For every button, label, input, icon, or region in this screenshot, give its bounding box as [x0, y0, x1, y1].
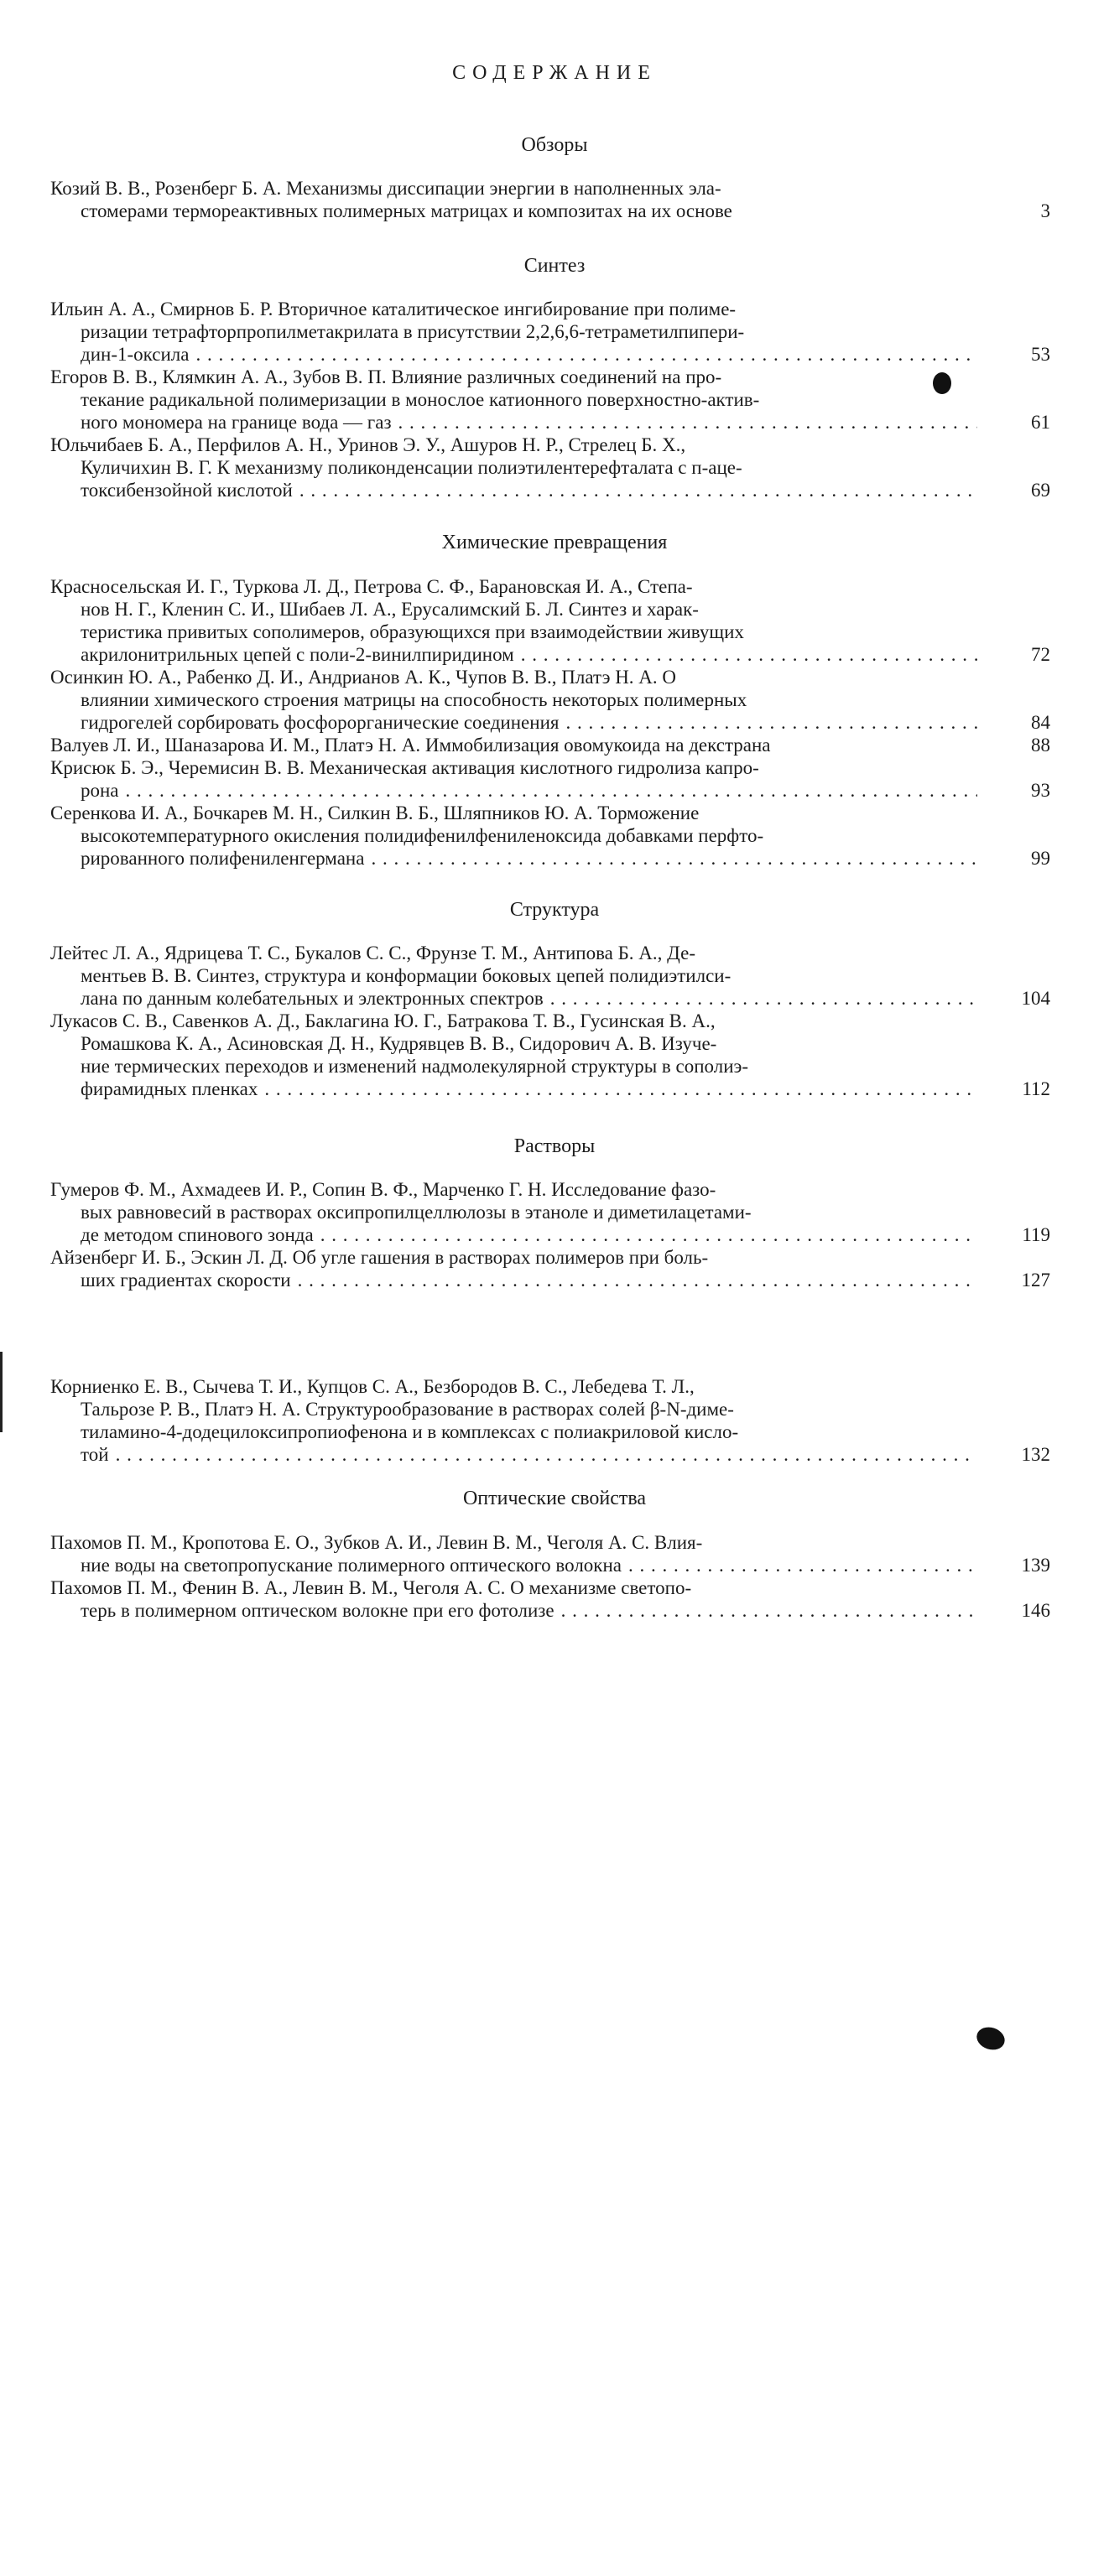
entry-line: Корниенко Е. В., Сычева Т. И., Купцов С. А., Безбородов В. С., Лебедева Т. Л.,	[50, 1376, 695, 1397]
entry-line: Осинкин Ю. А., Рабенко Д. И., Андрианов А. К., Чупов В. В., Платэ Н. А. О	[50, 667, 677, 688]
entry-line: Валуев Л. И., Шаназарова И. М., Платэ Н. А. Иммобилизация овомукоида на декстрана	[50, 735, 771, 756]
entry-line: ментьев В. В. Синтез, структура и конформации боковых цепей полидиэтилси-	[81, 965, 732, 986]
scan-margin-mark	[0, 1352, 3, 1432]
entry-line: ризации тетрафторпропилметакрилата в присутствии 2,2,6,6-тетраметилпипери-	[81, 321, 745, 342]
entry-line: Лейтес Л. А., Ядрицева Т. С., Букалов С. С., Фрунзе Т. М., Антипова Б. А., Де-	[50, 943, 695, 963]
section-header-solutions: Растворы	[513, 1135, 596, 1157]
entry-line: Тальрозе Р. В., Платэ Н. А. Структурообразование в растворах солей β-N-диме-	[81, 1399, 734, 1420]
entry-line: Юльчибаев Б. А., Перфилов А. Н., Уринов Э. У., Ашуров Н. Р., Стрелец Б. Х.,	[50, 434, 686, 455]
page-number: 119	[1022, 1224, 1050, 1245]
page-number: 3	[1040, 200, 1050, 221]
contents-title: СОДЕРЖАНИЕ	[452, 62, 657, 84]
page-number: 127	[1021, 1270, 1050, 1291]
entry-line: той . . .	[81, 1443, 977, 1466]
entry-line: гидрогелей сорбировать фосфорорганические соединения . . .	[81, 711, 977, 734]
page-number: 53	[1031, 344, 1050, 365]
page-number: 139	[1021, 1555, 1050, 1576]
entry-line: де методом спинового зонда . . .	[81, 1223, 977, 1246]
section-header-optical-properties: Оптические свойства	[462, 1488, 647, 1509]
entry-line: влиянии химического строения матрицы на способность некоторых полимерных	[81, 689, 747, 710]
entry-line: тиламино-4-додецилоксипропиофенона и в комплексах с полиакриловой кисло-	[81, 1421, 739, 1442]
entry-line: Крисюк Б. Э., Черемисин В. В. Механическая активация кислотного гидролиза капро-	[50, 757, 759, 778]
entry-line: нов Н. Г., Кленин С. И., Шибаев Л. А., Ерусалимский Б. Л. Синтез и харак-	[81, 599, 699, 620]
section-header-synthesis: Синтез	[523, 255, 586, 277]
entry-line: фирамидных пленках . . .	[81, 1078, 977, 1100]
entry-line: Пахомов П. М., Фенин В. А., Левин В. М., Чеголя А. С. О механизме светопо-	[50, 1577, 692, 1598]
page-number: 132	[1021, 1444, 1050, 1465]
entry-line: Гумеров Ф. М., Ахмадеев И. Р., Сопин В. Ф., Марченко Г. Н. Исследование фазо-	[50, 1179, 716, 1200]
entry-line: Серенкова И. А., Бочкарев М. Н., Силкин В. Б., Шляпников Ю. А. Торможение	[50, 802, 700, 823]
entry-line: Красносельская И. Г., Туркова Л. Д., Петрова С. Ф., Барановская И. А., Степа-	[50, 576, 693, 597]
entry-line: дин-1-оксила . . .	[81, 343, 977, 366]
page-number: 99	[1031, 848, 1050, 869]
entry-line: теристика привитых сополимеров, образующихся при взаимодействии живущих	[81, 621, 744, 642]
entry-line: ние воды на светопропускание полимерного оптического волокна . . .	[81, 1554, 977, 1576]
ink-blot	[974, 2023, 1007, 2053]
entry-line: Пахомов П. М., Кропотова Е. О., Зубков А. И., Левин В. М., Чеголя А. С. Влия-	[50, 1532, 703, 1553]
entry-line: ного мономера на границе вода — газ . . .	[81, 411, 977, 434]
entry-line: ших градиентах скорости . . .	[81, 1269, 977, 1291]
section-header-reviews: Обзоры	[521, 134, 588, 156]
entry-line: Ильин А. А., Смирнов Б. Р. Вторичное каталитическое ингибирование при полиме-	[50, 299, 737, 319]
entry-line: Егоров В. В., Клямкин А. А., Зубов В. П. Влияние различных соединений на про-	[50, 366, 722, 387]
entry-line: ние термических переходов и изменений надмолекулярной структуры в сополиэ-	[81, 1056, 749, 1077]
page-number: 146	[1021, 1600, 1050, 1621]
ink-blot	[933, 372, 951, 394]
entry-line: Куличихин В. Г. К механизму поликонденсации полиэтилентерефталата с п-аце-	[81, 457, 742, 478]
entry-line: высокотемпературного окисления полидифенилфениленоксида добавками перфто-	[81, 825, 764, 846]
entry-line: лана по данным колебательных и электронных спектров . . .	[81, 987, 977, 1010]
page-number: 104	[1021, 988, 1050, 1009]
page-number: 112	[1022, 1078, 1050, 1099]
page-number: 84	[1031, 712, 1050, 733]
page-number: 88	[1031, 735, 1050, 756]
page-number: 93	[1031, 780, 1050, 801]
page-number: 61	[1031, 412, 1050, 433]
page-number: 69	[1031, 480, 1050, 501]
entry-line: Лукасов С. В., Савенков А. Д., Баклагина Ю. Г., Батракова Т. В., Гусинская В. А.,	[50, 1010, 716, 1031]
entry-line: Ромашкова К. А., Асиновская Д. Н., Кудрявцев В. В., Сидорович А. В. Изуче-	[81, 1033, 717, 1054]
entry-line: Айзенберг И. Б., Эскин Л. Д. Об угле гашения в растворах полимеров при боль-	[50, 1247, 709, 1268]
section-header-chemical-transformations: Химические превращения	[441, 532, 668, 553]
entry-line: токсибензойной кислотой . . .	[81, 479, 977, 501]
page-number: 72	[1031, 644, 1050, 665]
entry-line: текание радикальной полимеризации в монослое катионного поверхностно-актив-	[81, 389, 760, 410]
section-header-structure: Структура	[509, 899, 600, 921]
entry-line: стомерами термореактивных полимерных матрицах и композитах на их основе	[81, 200, 732, 221]
entry-line: Козий В. В., Розенберг Б. А. Механизмы диссипации энергии в наполненных эла-	[50, 178, 721, 199]
entry-line: терь в полимерном оптическом волокне при его фотолизе . . .	[81, 1599, 977, 1622]
entry-line: акрилонитрильных цепей с поли-2-винилпиридином . . .	[81, 643, 977, 666]
entry-line: рированного полифениленгермана . . .	[81, 847, 977, 870]
entry-line: вых равновесий в растворах оксипропилцеллюлозы в этаноле и диметилацетами-	[81, 1202, 752, 1223]
entry-line: рона . . .	[81, 779, 977, 802]
